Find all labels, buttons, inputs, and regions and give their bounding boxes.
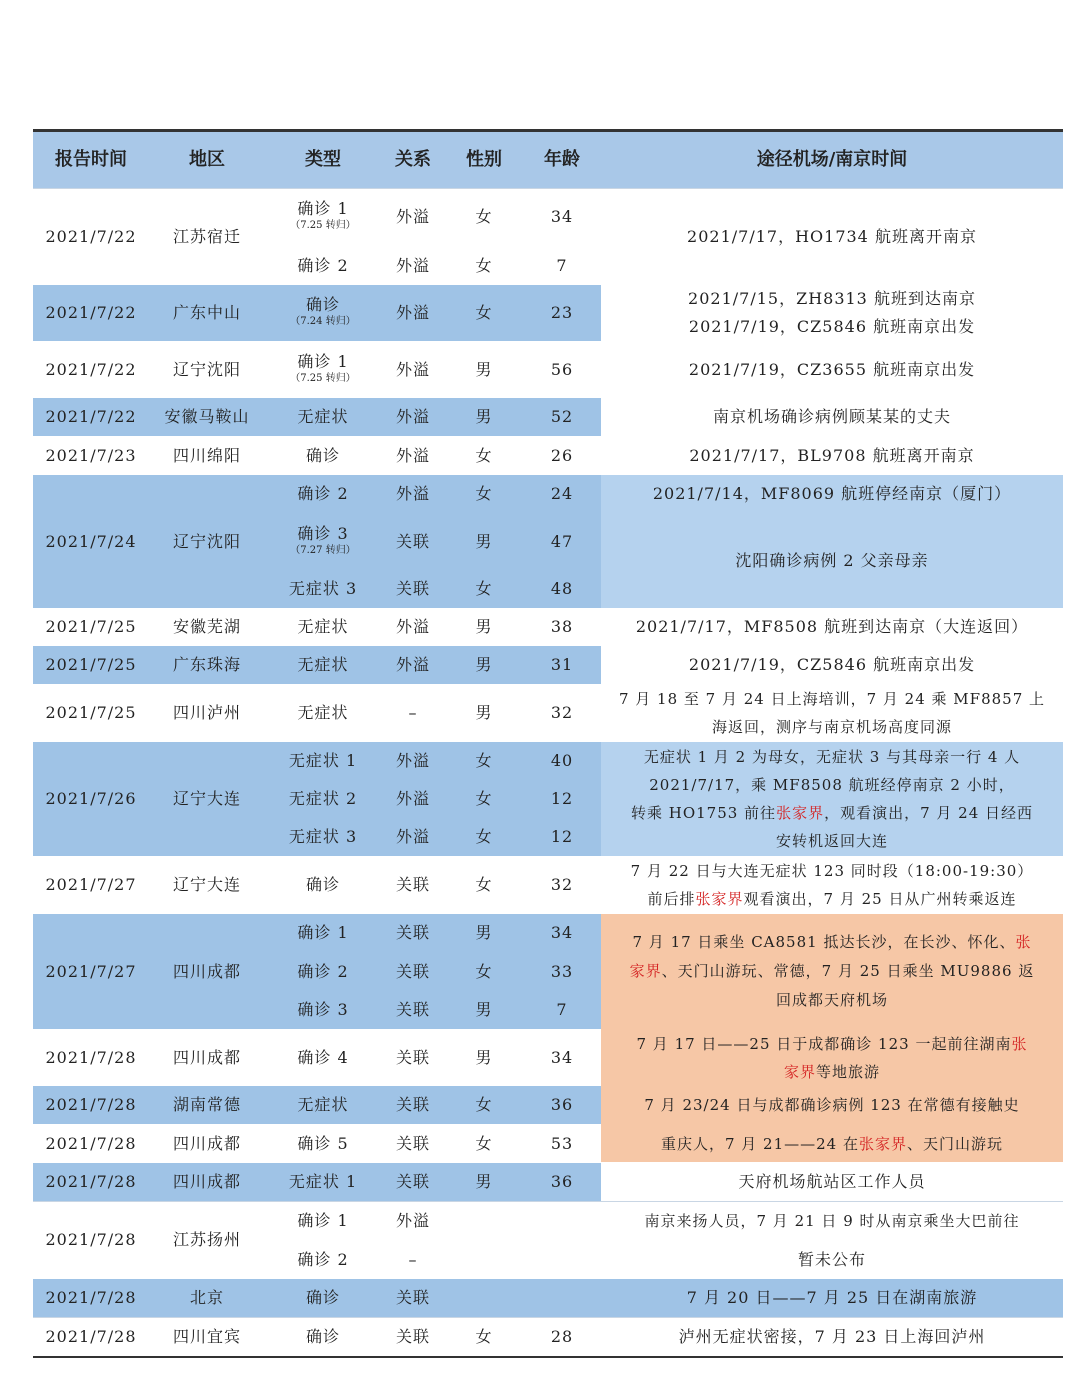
age: 48 — [550, 579, 574, 598]
age: 12 — [550, 789, 574, 808]
age: 34 — [550, 1047, 574, 1067]
region: 北京 — [189, 1288, 224, 1307]
report-date: 2021/7/23 — [45, 445, 137, 465]
table-bottom-rule — [33, 1356, 1063, 1358]
report-date: 2021/7/28 — [45, 1326, 137, 1346]
report-date: 2021/7/22 — [45, 226, 137, 246]
route-info: 沈阳确诊病例 2 父亲母亲 — [735, 550, 929, 570]
report-date: 2021/7/25 — [45, 703, 137, 722]
case-type: 确诊 3 （7.27 转归） — [290, 523, 356, 556]
case-type: 确诊 — [305, 445, 340, 465]
age: 34 — [550, 207, 574, 226]
header-sex: 性别 — [466, 149, 502, 170]
report-date: 2021/7/28 — [45, 1133, 137, 1153]
case-type: 确诊 2 — [297, 484, 349, 503]
report-date: 2021/7/22 — [45, 407, 137, 426]
region: 江苏扬州 — [172, 1230, 241, 1249]
sex: 女 — [475, 875, 493, 894]
relation: 关联 — [395, 531, 430, 551]
case-type: 无症状 — [297, 703, 349, 722]
relation: 外溢 — [395, 1210, 430, 1230]
age: 32 — [550, 875, 574, 894]
route-info: 7 月 20 日——7 月 25 日在湖南旅游 — [686, 1288, 978, 1307]
region: 广东中山 — [172, 303, 241, 322]
relation: 关联 — [395, 1047, 430, 1067]
report-date: 2021/7/25 — [45, 617, 137, 636]
report-date: 2021/7/22 — [45, 359, 137, 379]
region: 安徽马鞍山 — [164, 407, 250, 426]
report-date: 2021/7/28 — [45, 1230, 137, 1249]
report-date: 2021/7/28 — [45, 1095, 137, 1114]
sex: 女 — [475, 1095, 493, 1114]
age: 23 — [550, 303, 574, 322]
relation: 外溢 — [395, 445, 430, 465]
report-date: 2021/7/25 — [45, 655, 137, 674]
relation: 关联 — [395, 875, 430, 894]
age: 38 — [550, 617, 574, 636]
relation: 关联 — [395, 1326, 430, 1346]
report-date: 2021/7/26 — [45, 789, 137, 808]
age: 53 — [550, 1133, 574, 1153]
sex: 男 — [475, 1047, 493, 1067]
relation: 外溢 — [395, 617, 430, 636]
case-type: 确诊 1 （7.25 转归） — [290, 199, 356, 231]
case-type: 确诊 2 — [297, 1249, 349, 1269]
case-type: 无症状 — [297, 407, 349, 426]
route-info: 无症状 1 月 2 为母女，无症状 3 与其母亲一行 4 人 2021/7/17，乘 MF8508 航班经停南京 2 小时， 转乘 HO1753 前往张家界，观看演出，7 月 24 日经西 安转机返回大连 — [630, 748, 1034, 850]
case-type: 确诊 1 — [297, 923, 349, 942]
region: 安徽芜湖 — [172, 617, 241, 636]
case-type: 确诊 2 — [297, 255, 349, 275]
route-info: 7 月 17 日乘坐 CA8581 抵达长沙，在长沙、怀化、张 家界、天门山游玩、常德，7 月 25 日乘坐 MU9886 返 回成都天府机场 — [629, 933, 1035, 1009]
region: 辽宁大连 — [172, 875, 241, 894]
sex: 女 — [475, 751, 493, 770]
route-info: 泸州无症状密接，7 月 23 日上海回泸州 — [678, 1326, 986, 1346]
report-date: 2021/7/27 — [45, 875, 137, 894]
case-type: 确诊 5 — [297, 1133, 349, 1153]
report-date: 2021/7/24 — [45, 531, 137, 551]
case-type: 确诊 1 — [297, 1210, 349, 1230]
relation: 关联 — [395, 1172, 430, 1191]
relation: 外溢 — [395, 255, 430, 275]
case-type: 确诊 4 — [297, 1047, 349, 1067]
relation: 关联 — [395, 1133, 430, 1153]
header-report-time: 报告时间 — [55, 149, 127, 170]
report-date: 2021/7/27 — [45, 961, 137, 981]
relation: 关联 — [395, 923, 430, 942]
age: 26 — [550, 445, 574, 465]
sex: 男 — [475, 531, 493, 551]
sex: 女 — [475, 961, 493, 981]
age: 34 — [550, 923, 574, 942]
region: 江苏宿迁 — [172, 226, 241, 246]
sex: 女 — [475, 1326, 493, 1346]
sex: 女 — [475, 445, 493, 465]
case-type: 确诊 1 （7.25 转归） — [290, 351, 356, 384]
sex: 男 — [475, 655, 493, 674]
route-info: 2021/7/19，CZ5846 航班南京出发 — [688, 655, 976, 674]
age: 56 — [550, 359, 574, 379]
region: 四川成都 — [172, 961, 241, 981]
relation: 关联 — [395, 579, 430, 598]
sex: 女 — [475, 827, 493, 846]
age: 7 — [556, 255, 568, 275]
age: 36 — [550, 1172, 574, 1191]
header-region: 地区 — [189, 149, 225, 170]
sex: 女 — [475, 255, 493, 275]
header-relation: 关系 — [395, 149, 431, 170]
route-info: 2021/7/17，HO1734 航班离开南京 — [687, 226, 977, 246]
relation: 关联 — [395, 1095, 430, 1114]
sex: 男 — [475, 923, 493, 942]
age: 33 — [550, 961, 574, 981]
age: 12 — [550, 827, 574, 846]
case-type: 无症状 — [297, 655, 349, 674]
region: 四川泸州 — [172, 703, 241, 722]
relation: 外溢 — [395, 655, 430, 674]
region: 四川成都 — [172, 1047, 241, 1067]
age: 28 — [550, 1326, 574, 1346]
route-info: 7 月 18 至 7 月 24 日上海培训，7 月 24 乘 MF8857 上 海返回，测序与南京机场高度同源 — [618, 690, 1046, 736]
sex: 女 — [475, 303, 493, 322]
case-type: 无症状 2 — [288, 789, 358, 808]
report-date: 2021/7/28 — [45, 1047, 137, 1067]
case-type: 无症状 — [297, 617, 349, 636]
route-info: 2021/7/17，BL9708 航班离开南京 — [689, 445, 975, 465]
region: 广东珠海 — [172, 655, 241, 674]
sex: 男 — [475, 407, 493, 426]
route-info: 7 月 23/24 日与成都确诊病例 123 在常德有接触史 — [644, 1096, 1020, 1114]
relation: 外溢 — [395, 751, 430, 770]
relation: 外溢 — [395, 789, 430, 808]
age: 47 — [550, 531, 574, 551]
case-type: 确诊 3 — [297, 1000, 349, 1019]
age: 7 — [556, 1000, 568, 1019]
age: 52 — [550, 407, 574, 426]
route-info: 南京来扬人员，7 月 21 日 9 时从南京乘坐大巴前往 — [644, 1211, 1020, 1230]
route-info: 暂未公布 — [797, 1249, 866, 1269]
age: 24 — [550, 484, 574, 503]
region: 四川绵阳 — [172, 445, 241, 465]
sex: 女 — [475, 484, 493, 503]
route-info: 2021/7/17，MF8508 航班到达南京（大连返回） — [635, 617, 1029, 636]
region: 四川成都 — [172, 1172, 241, 1191]
case-type: 确诊 2 — [297, 961, 349, 981]
sex: 男 — [475, 617, 493, 636]
case-type: 无症状 1 — [288, 751, 358, 770]
case-type: 确诊 — [305, 1288, 340, 1307]
report-date: 2021/7/28 — [45, 1288, 137, 1307]
relation: 外溢 — [395, 303, 430, 322]
region: 辽宁沈阳 — [172, 531, 241, 551]
sex: 男 — [475, 1000, 493, 1019]
region: 四川宜宾 — [172, 1326, 241, 1346]
route-info: 重庆人，7 月 21——24 在 张家界 、天门山游玩 — [660, 1134, 1004, 1153]
route-info: 7 月 17 日——25 日于成都确诊 123 一起前往湖南张 家界等地旅游 — [636, 1034, 1028, 1081]
relation: 外溢 — [395, 827, 430, 846]
relation: 关联 — [395, 1000, 430, 1019]
sex: 女 — [475, 207, 493, 226]
route-info: 7 月 22 日与大连无症状 123 同时段（18:00-19:30） 前后排张家界观看演出，7 月 25 日从广州转乘返连 — [630, 862, 1034, 908]
case-type: 无症状 1 — [288, 1172, 358, 1191]
relation: 关联 — [395, 1288, 430, 1307]
header-type: 类型 — [305, 149, 341, 170]
case-type: 确诊 （7.24 转归） — [290, 295, 356, 327]
route-info: 天府机场航站区工作人员 — [738, 1172, 926, 1191]
region: 四川成都 — [172, 1133, 241, 1153]
relation: 外溢 — [395, 407, 430, 426]
case-type: 无症状 3 — [288, 827, 358, 846]
case-type: 确诊 — [305, 1326, 340, 1346]
age: 36 — [550, 1095, 574, 1114]
case-type: 无症状 3 — [288, 579, 358, 598]
relation: 外溢 — [395, 207, 430, 226]
sex: 女 — [475, 1133, 493, 1153]
route-info: 2021/7/15，ZH8313 航班到达南京 2021/7/19，CZ5846 航班南京出发 — [688, 289, 976, 336]
relation: 关联 — [395, 961, 430, 981]
age: 32 — [550, 703, 574, 722]
header-route: 途径机场/南京时间 — [756, 149, 908, 170]
relation: 外溢 — [395, 359, 430, 379]
report-date: 2021/7/22 — [45, 303, 137, 322]
sex: 男 — [475, 359, 493, 379]
sex: 男 — [475, 703, 493, 722]
route-info: 2021/7/19，CZ3655 航班南京出发 — [688, 359, 976, 379]
sex: 男 — [475, 1172, 493, 1191]
region: 辽宁沈阳 — [172, 359, 241, 379]
age: 31 — [550, 655, 574, 674]
relation: 外溢 — [395, 484, 430, 503]
relation: – — [408, 1249, 418, 1269]
sex: 女 — [475, 789, 493, 808]
report-date: 2021/7/28 — [45, 1172, 137, 1191]
age: 40 — [550, 751, 574, 770]
route-info: 南京机场确诊病例顾某某的丈夫 — [712, 407, 951, 426]
route-info: 2021/7/14，MF8069 航班停经南京（厦门） — [652, 484, 1012, 503]
region: 辽宁大连 — [172, 789, 241, 808]
relation: – — [408, 703, 418, 722]
region: 湖南常德 — [172, 1095, 241, 1114]
sex: 女 — [475, 579, 493, 598]
case-type: 无症状 — [297, 1095, 349, 1114]
header-age: 年龄 — [544, 149, 580, 170]
case-type: 确诊 — [305, 875, 340, 894]
